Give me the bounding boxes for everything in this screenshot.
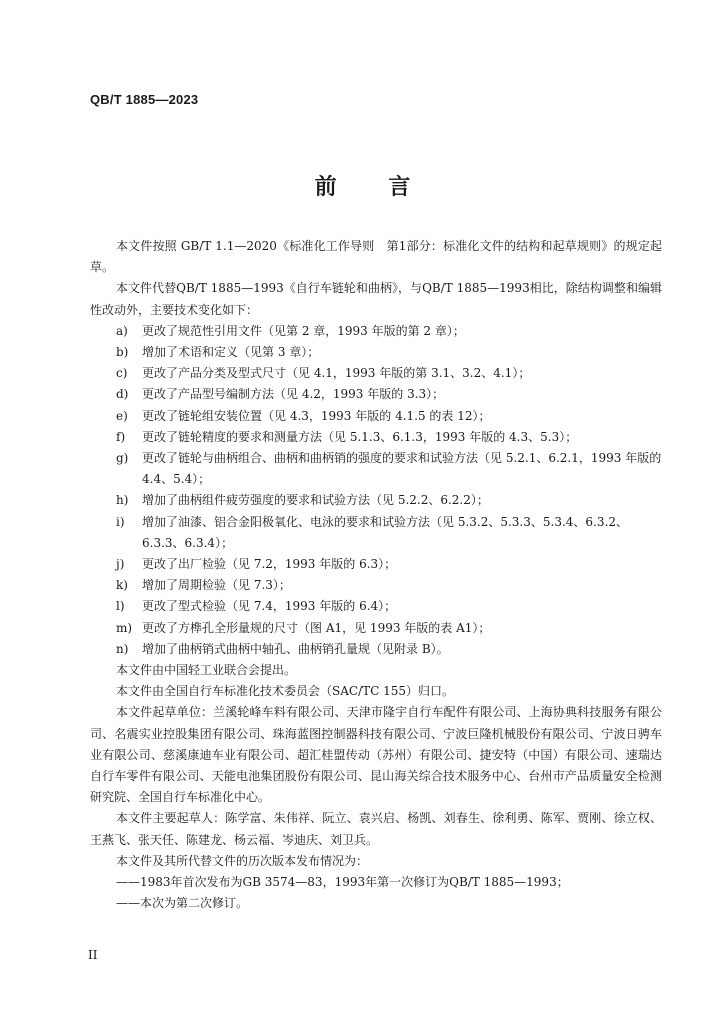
list-item-letter: k)	[116, 578, 128, 593]
drafting-units: 本文件起草单位：兰溪轮峰车料有限公司、天津市隆宇自行车配件有限公司、上海协典科技服务有限公司、名震实业控股集团有限公司、珠海蓝图控制器科技有限公司、宁波巨隆机械股份有限公司、宁波日骋车业有限公司、慈溪康迪车业有限公司、超汇桂盟传动（苏州）有限公司、捷安特（中国）有限公司、速瑞达自行车零件有限公司、天能电池集团股份有限公司、昆山海关综合技术服务中心、台州市产品质量安全检测研究院、全国自行车标准化中心。	[90, 705, 662, 805]
list-item	[116, 575, 662, 596]
list-item-text: 更改了产品型号编制方法（见 4.2，1993 年版的 3.3）；	[142, 387, 445, 402]
technical-changes-list	[90, 321, 662, 660]
list-item-text: 增加了周期检验（见 7.3）；	[142, 578, 291, 593]
list-item-letter: g)	[116, 451, 129, 466]
list-item	[116, 512, 662, 554]
list-item	[116, 342, 662, 363]
list-item	[116, 427, 662, 448]
list-item-letter: h)	[116, 493, 129, 508]
list-item-letter: j)	[116, 557, 125, 572]
page-number: II	[88, 948, 98, 962]
list-item-text: 更改了链轮与曲柄组合、曲柄和曲柄销的强度的要求和试验方法（见 5.2.1、6.2.1，1993 年版的 4.4、5.4）；	[142, 451, 662, 487]
list-item	[116, 639, 662, 660]
list-item-letter: d)	[116, 387, 129, 402]
list-item-text: 增加了曲柄销式曲柄中轴孔、曲柄销孔量规（见附录 B）。	[142, 641, 449, 656]
list-item	[116, 554, 662, 575]
drafters: 本文件主要起草人：陈学富、朱伟祥、阮立、袁兴启、杨凯、刘春生、徐利勇、陈军、贾刚、徐立权、王燕飞、张天任、陈建龙、杨云福、岑迪庆、刘卫兵。	[90, 811, 662, 847]
list-item	[116, 321, 662, 342]
list-item	[116, 596, 662, 617]
list-item-letter: b)	[116, 345, 129, 360]
list-item-text: 增加了油漆、铝合金阳极氧化、电泳的要求和试验方法（见 5.3.2、5.3.3、5.3.4、6.3.2、6.3.3、6.3.4）；	[142, 514, 628, 550]
list-item-text: 增加了术语和定义（见第 3 章）；	[142, 345, 320, 360]
list-item	[116, 406, 662, 427]
proposed-by: 本文件由中国轻工业联合会提出。	[116, 663, 297, 678]
managed-by: 本文件由全国自行车标准化技术委员会（SAC/TC 155）归口。	[116, 684, 455, 699]
list-item-letter: m)	[116, 620, 133, 635]
history-item: ——本次为第二次修订。	[116, 896, 249, 911]
version-history	[90, 872, 662, 914]
list-item-text: 更改了规范性引用文件（见第 2 章，1993 年版的第 2 章）；	[142, 323, 465, 338]
history-intro: 本文件及其所代替文件的历次版本发布情况为：	[116, 853, 369, 868]
list-item-letter: n)	[116, 641, 129, 656]
list-item-letter: i)	[116, 514, 125, 529]
list-item-text: 更改了出厂检验（见 7.2，1993 年版的 6.3）；	[142, 557, 397, 572]
list-item-letter: l)	[116, 599, 125, 614]
list-item	[116, 618, 662, 639]
page-title: 前 言	[314, 175, 433, 200]
list-item	[116, 384, 662, 405]
list-item	[116, 490, 662, 511]
intro-paragraph-1: 本文件按照 GB/T 1.1—2020《标准化工作导则 第1部分：标准化文件的结构和起草规则》的规定起草。	[90, 239, 662, 275]
list-item-letter: c)	[116, 366, 128, 381]
list-item-letter: a)	[116, 323, 128, 338]
intro-paragraph-2: 本文件代替QB/T 1885—1993《自行车链轮和曲柄》，与QB/T 1885—1993相比，除结构调整和编辑性改动外，主要技术变化如下：	[90, 281, 662, 317]
list-item	[116, 363, 662, 384]
list-item-text: 更改了链轮精度的要求和测量方法（见 5.1.3、6.1.3，1993 年版的 4.3、5.3）；	[142, 429, 578, 444]
list-item-text: 更改了链轮组安装位置（见 4.3，1993 年版的 4.1.5 的表 12）；	[142, 408, 491, 423]
list-item-letter: f)	[116, 429, 126, 444]
list-item-text: 更改了型式检验（见 7.4，1993 年版的 6.4）；	[142, 599, 397, 614]
list-item	[116, 448, 662, 490]
document-code: QB/T 1885—2023	[90, 92, 199, 107]
foreword-body	[90, 236, 662, 915]
list-item-text: 增加了曲柄组件疲劳强度的要求和试验方法（见 5.2.2、6.2.2）；	[142, 493, 489, 508]
list-item-text: 更改了方榫孔全形量规的尺寸（图 A1，见 1993 年版的表 A1）；	[142, 620, 491, 635]
list-item-text: 更改了产品分类及型式尺寸（见 4.1，1993 年版的第 3.1、3.2、4.1）；	[142, 366, 531, 381]
history-item: ——1983年首次发布为GB 3574—83，1993年第一次修订为QB/T 1885—1993；	[116, 875, 569, 890]
list-item-letter: e)	[116, 408, 128, 423]
